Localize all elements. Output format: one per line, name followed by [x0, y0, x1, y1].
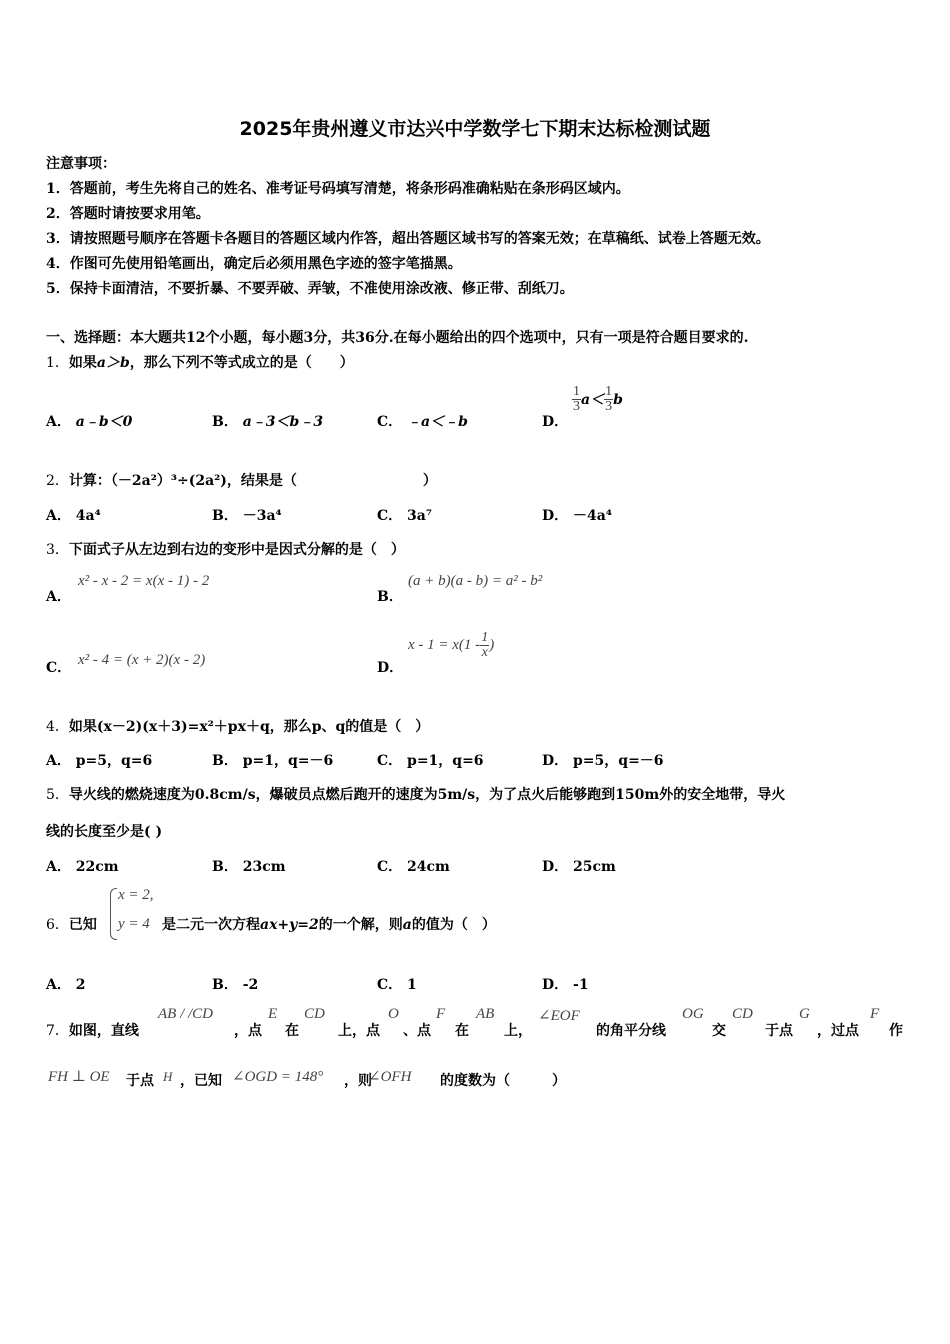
option-text: 23cm [242, 859, 286, 875]
option-b: B． 23cm [212, 859, 286, 875]
option-text: 22cm [75, 859, 119, 875]
question-3-stem [46, 539, 405, 559]
option-text: 1 [407, 977, 417, 993]
option-c: C． 24cm [377, 859, 450, 875]
math-expr: E [268, 1006, 278, 1022]
stem-text: 上， [504, 1023, 532, 1039]
section-heading: 一、选择题：本大题共12个小题，每小题3分，共36分.在每小题给出的四个选项中，只有一项是符合题目要求的. [46, 330, 749, 346]
stem-text: ，已知 [180, 1073, 222, 1089]
math-expr: CD [732, 1006, 753, 1022]
option-b: B． [377, 589, 403, 605]
option-text: －3a⁴ [242, 508, 282, 524]
option-text: p=1，q=－6 [242, 753, 334, 769]
question-6-stem-cont: 是二元一次方程ax+y=2的一个解，则a的值为（ ） [162, 917, 496, 933]
option-c: C． 3a⁷ [377, 508, 432, 524]
fraction: $\frac{1}{x}$ [481, 630, 489, 660]
fraction: $\frac{1}{3}$ [573, 384, 580, 414]
option-d: D． －4a⁴ [542, 508, 612, 524]
stem-text: ，则 [344, 1073, 372, 1089]
option-label: C． [377, 414, 403, 430]
option-text: 25cm [573, 859, 616, 875]
option-a-math: x² - x - 2 = x(x - 1) - 2 [78, 573, 210, 589]
fraction: $\frac{1}{3}$ [605, 384, 613, 414]
stem-text: 如果(x－2)(x＋3)=x²＋px＋q，那么p、q的值是（ ） [68, 719, 430, 735]
math-expr: FH ⊥ OE [48, 1069, 110, 1085]
math-expr: OG [682, 1006, 704, 1022]
stem-text: 交 [712, 1023, 726, 1039]
option-text: 24cm [407, 859, 450, 875]
question-number: 5． [46, 787, 69, 803]
option-text: ﹣a＜﹣b [407, 414, 468, 430]
stem-text: 下面式子从左边到右边的变形中是因式分解的是（ ） [68, 542, 405, 558]
notice-item: 5．保持卡面清洁，不要折暴、不要弄破、弄皱，不准使用涂改液、修正带、刮纸刀。 [46, 281, 574, 297]
math-expr: H [163, 1069, 173, 1084]
math-expr: AB [476, 1006, 495, 1022]
math-expr: AB / /CD [158, 1006, 213, 1022]
stem-text: 导火线的燃烧速度为0.8cm/s，爆破员点燃后跑开的速度为5m/s，为了点火后能够跑到150m外的安全地带，导火 [68, 787, 786, 803]
option-text: 3a⁷ [407, 508, 432, 524]
math-expr: ∠EOF [538, 1008, 580, 1024]
question-number: 3． [46, 542, 69, 558]
stem-text: 、点 [403, 1023, 431, 1039]
stem-text: ，过点 [817, 1023, 859, 1039]
question-4-stem [46, 716, 429, 736]
option-c: C． p=1，q=6 [377, 753, 484, 769]
option-text: a﹣b＜0 [75, 414, 133, 430]
notice-item: 2．答题时请按要求用笔。 [46, 206, 210, 222]
notice-item: 1．答题前，考生先将自己的姓名、准考证号码填写清楚，将条形码准确粘贴在条形码区域内。 [46, 181, 630, 197]
equation-system-brace [110, 888, 117, 940]
option-text: p=5，q=6 [75, 753, 153, 769]
math-expr: G [799, 1006, 810, 1022]
option-a: A． 22cm [46, 859, 119, 875]
stem-text: 上，点 [338, 1023, 380, 1039]
option-b [212, 411, 323, 431]
question-number: 2． [46, 473, 69, 489]
question-number: 4． [46, 719, 69, 735]
option-d: D． 25cm [542, 859, 616, 875]
question-number: 7．如图，直线 [46, 1023, 139, 1039]
stem-text: 于点 [126, 1073, 154, 1089]
option-b-math: (a + b)(a - b) = a² - b² [408, 573, 543, 589]
question-5-stem [46, 784, 785, 804]
option-b: B． －3a⁴ [212, 508, 282, 524]
option-a: A． 4a⁴ [46, 508, 101, 524]
stem-text: ，点 [234, 1023, 262, 1039]
option-text: -2 [242, 977, 259, 993]
option-b: B． -2 [212, 977, 259, 993]
option-c: C． [46, 660, 72, 676]
option-text: -1 [573, 977, 589, 993]
equation-system-line: x = 2, [118, 887, 154, 903]
option-b: B． p=1，q=－6 [212, 753, 334, 769]
equation-system-line: y = 4 [118, 916, 150, 932]
notice-heading: 注意事项： [46, 156, 116, 172]
option-text: p=5，q=－6 [573, 753, 664, 769]
stem-text: 在 [285, 1023, 299, 1039]
option-d: D． -1 [542, 977, 589, 993]
math-expr: CD [304, 1006, 325, 1022]
stem-text: 计算：（－2a²）³÷(2a²)，结果是（ ） [68, 473, 437, 489]
question-2-stem [46, 470, 437, 490]
page-title: 2025年贵州遵义市达兴中学数学七下期末达标检测试题 [239, 118, 711, 140]
option-d [542, 411, 568, 431]
option-a: A． 2 [46, 977, 86, 993]
question-number: 6． [46, 917, 69, 933]
option-d: D． p=5，q=－6 [542, 753, 664, 769]
question-5-stem-cont: 线的长度至少是( ) [46, 824, 163, 840]
option-c [377, 411, 468, 431]
math-expr: ∠OGD = 148° [232, 1069, 324, 1085]
option-a: A． p=5，q=6 [46, 753, 153, 769]
stem-text: 作 [889, 1023, 903, 1039]
option-text: 2 [75, 977, 86, 993]
option-label: B． [212, 414, 238, 430]
question-number: 1． [46, 355, 69, 371]
math-expr: O [388, 1006, 399, 1022]
question-1-stem [46, 352, 354, 372]
notice-item: 3．请按照题号顺序在答题卡各题目的答题区域内作答，超出答题区域书写的答案无效；在草稿纸、试卷上答题无效。 [46, 231, 770, 247]
option-d-math: $\frac{1}{3}$ a＜ $\frac{1}{3}$ b [573, 384, 623, 414]
stem-text: ，那么下列不等式成立的是（ ） [129, 355, 354, 371]
option-d-math: x - 1 = x(1 - $\frac{1}{x}$ ) [408, 630, 495, 660]
stem-math: a＞b [96, 355, 130, 371]
math-expr: F [436, 1006, 446, 1022]
stem-text: 于点 [765, 1023, 793, 1039]
stem-text: 在 [455, 1023, 469, 1039]
option-label: D． [542, 414, 569, 430]
option-text: p=1，q=6 [407, 753, 484, 769]
option-text: －4a⁴ [573, 508, 612, 524]
option-c: C． 1 [377, 977, 417, 993]
option-a: A． [46, 589, 71, 605]
option-d: D． [377, 660, 404, 676]
option-text: 4a⁴ [75, 508, 101, 524]
stem-text: 如果 [68, 355, 97, 371]
option-c-math: x² - 4 = (x + 2)(x - 2) [78, 652, 206, 668]
option-text: a﹣3＜b﹣3 [242, 414, 324, 430]
option-label: A． [46, 414, 71, 430]
question-6-stem: 6．已知 [46, 917, 97, 933]
math-expr: ∠OFH [368, 1069, 412, 1085]
option-a [46, 411, 132, 431]
stem-text: 的度数为（ ） [440, 1073, 566, 1089]
notice-item: 4．作图可先使用铅笔画出，确定后必须用黑色字迹的签字笔描黑。 [46, 256, 462, 272]
math-expr: F [870, 1006, 880, 1022]
stem-text: 的角平分线 [596, 1023, 666, 1039]
